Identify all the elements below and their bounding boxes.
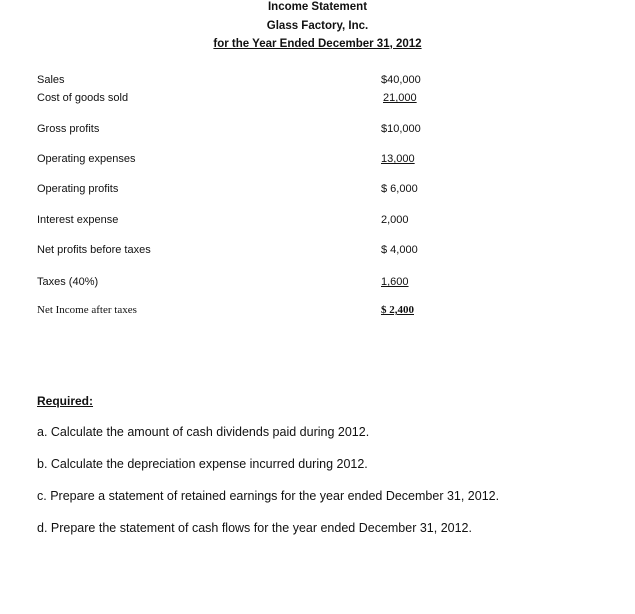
row-label: Sales (37, 74, 65, 86)
statement-title: Income Statement (267, 1, 368, 13)
row-net-profits-before-taxes (0, 244, 635, 260)
row-operating-profits (0, 183, 635, 199)
row-value: $40,000 (381, 74, 421, 86)
row-sales (0, 74, 635, 90)
required-item-a: a. Calculate the amount of cash dividends paid during 2012. (37, 425, 370, 439)
row-label: Operating expenses (37, 153, 136, 165)
row-value: $10,000 (381, 123, 421, 135)
row-value: 13,000 (381, 153, 415, 165)
row-cogs (0, 92, 635, 108)
row-value: 21,000 (383, 92, 417, 104)
row-label: Interest expense (37, 214, 119, 226)
row-label: Taxes (40%) (37, 276, 99, 288)
row-value: $ 2,400 (381, 304, 414, 316)
row-label: Net profits before taxes (37, 244, 151, 256)
row-value: 1,600 (381, 276, 409, 288)
row-interest-expense (0, 214, 635, 230)
row-value: $ 4,000 (381, 244, 418, 256)
row-label: Cost of goods sold (37, 92, 129, 104)
row-taxes (0, 276, 635, 292)
row-operating-expenses (0, 153, 635, 169)
required-item-c: c. Prepare a statement of retained earnings for the year ended December 31, 2012. (37, 489, 500, 503)
row-value: 2,000 (381, 214, 409, 226)
statement-period: for the Year Ended December 31, 2012 (213, 38, 422, 50)
required-heading: Required: (37, 394, 94, 408)
required-item-b: b. Calculate the depreciation expense incurred during 2012. (37, 457, 368, 471)
row-net-income (0, 304, 635, 320)
required-item-d: d. Prepare the statement of cash flows for the year ended December 31, 2012. (37, 521, 472, 535)
row-value: $ 6,000 (381, 183, 418, 195)
company-name: Glass Factory, Inc. (266, 20, 369, 32)
row-label: Net Income after taxes (37, 304, 137, 316)
row-label: Gross profits (37, 123, 100, 135)
row-label: Operating profits (37, 183, 119, 195)
row-gross-profits (0, 123, 635, 139)
